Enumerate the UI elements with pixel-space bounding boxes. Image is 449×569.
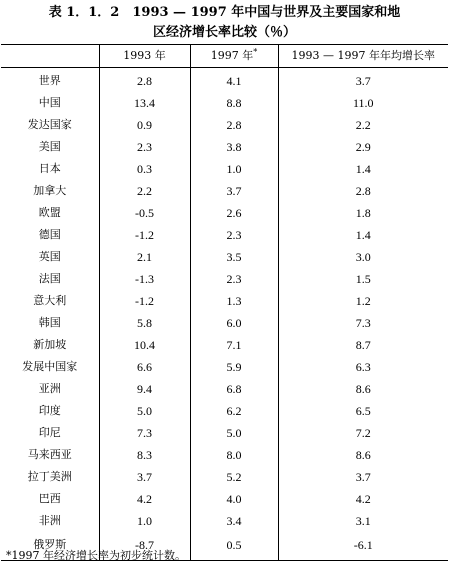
cell-average-growth: 8.6 <box>355 382 371 396</box>
cell-1997: 7.1 <box>190 334 278 356</box>
column-header-average-growth: 1993 — 1997 年年均增长率 <box>278 45 448 68</box>
cell-country: 加拿大 <box>1 180 99 202</box>
cell-1993: 4.2 <box>99 488 190 510</box>
cell-average-growth: 7.2 <box>355 426 371 440</box>
cell-country: 韩国 <box>1 312 99 334</box>
cell-1997: 5.0 <box>190 422 278 444</box>
cell-1993: 2.1 <box>99 246 190 268</box>
table-row <box>1 488 448 510</box>
table-row <box>1 290 448 312</box>
cell-1997: 5.2 <box>190 466 278 488</box>
cell-1993: 2.8 <box>99 68 190 93</box>
cell-1997: 2.3 <box>190 268 278 290</box>
cell-1993: -1.2 <box>99 290 190 312</box>
cell-1997: 8.8 <box>190 92 278 114</box>
table-row <box>1 246 448 268</box>
cell-average-growth: 1.5 <box>355 272 371 286</box>
cell-1993: 2.3 <box>99 136 190 158</box>
cell-country: 世界 <box>1 68 99 93</box>
cell-country: 法国 <box>1 268 99 290</box>
cell-average-growth: 8.6 <box>355 448 371 462</box>
cell-country: 英国 <box>1 246 99 268</box>
cell-average-growth: 3.0 <box>355 250 371 264</box>
cell-1997: 6.0 <box>190 312 278 334</box>
cell-country: 中国 <box>1 92 99 114</box>
column-header-country <box>1 45 99 68</box>
cell-1997: 3.4 <box>190 510 278 532</box>
table-row <box>1 466 448 488</box>
table-row <box>1 92 448 114</box>
cell-average-growth: 3.7 <box>355 470 371 484</box>
cell-1993: -1.2 <box>99 224 190 246</box>
table-header-row <box>1 45 448 68</box>
cell-average-growth: 7.3 <box>355 316 371 330</box>
cell-average-growth: 1.8 <box>355 206 371 220</box>
cell-1993: 10.4 <box>99 334 190 356</box>
cell-1997: 8.0 <box>190 444 278 466</box>
cell-average-growth: 11.0 <box>352 96 374 110</box>
cell-average-growth: 3.1 <box>355 514 371 528</box>
cell-average-growth: -6.1 <box>278 532 448 561</box>
column-header-1997 <box>190 45 278 68</box>
table-row <box>1 180 448 202</box>
table-row <box>1 312 448 334</box>
cell-1993: 7.3 <box>99 422 190 444</box>
cell-1993: 5.0 <box>99 400 190 422</box>
cell-country: 欧盟 <box>1 202 99 224</box>
cell-country: 俄罗斯 <box>1 532 99 561</box>
cell-1997: 3.5 <box>190 246 278 268</box>
table-row <box>1 378 448 400</box>
cell-1997: 3.7 <box>190 180 278 202</box>
cell-average-growth: 8.7 <box>355 338 371 352</box>
cell-1997: 4.0 <box>190 488 278 510</box>
cell-1993: -0.5 <box>99 202 190 224</box>
table-title-line-2: 区经济增长率比较（％） <box>152 25 296 40</box>
cell-1997: 3.8 <box>190 136 278 158</box>
cell-average-growth: 2.9 <box>355 140 371 154</box>
cell-1997: 2.6 <box>190 202 278 224</box>
cell-country: 发达国家 <box>1 114 99 136</box>
cell-1993: 5.8 <box>99 312 190 334</box>
table-row <box>1 114 448 136</box>
cell-1997: 0.5 <box>190 532 278 561</box>
cell-country: 亚洲 <box>1 378 99 400</box>
table-row <box>1 158 448 180</box>
table-row <box>1 268 448 290</box>
cell-country: 德国 <box>1 224 99 246</box>
cell-1993: -1.3 <box>99 268 190 290</box>
cell-1997: 6.2 <box>190 400 278 422</box>
cell-1993: 3.7 <box>99 466 190 488</box>
cell-1993: 6.6 <box>99 356 190 378</box>
cell-1993: 0.3 <box>99 158 190 180</box>
table-row <box>1 202 448 224</box>
cell-average-growth: 1.2 <box>355 294 371 308</box>
table-row <box>1 334 448 356</box>
table-row <box>1 444 448 466</box>
cell-country: 发展中国家 <box>1 356 99 378</box>
cell-1997: 6.8 <box>190 378 278 400</box>
cell-1993: -8.7 <box>99 532 190 561</box>
table-row <box>1 510 448 532</box>
cell-1993: 13.4 <box>99 92 190 114</box>
cell-1993: 1.0 <box>99 510 190 532</box>
cell-average-growth: 2.8 <box>355 184 371 198</box>
column-header-1997-label: 1997 年 <box>210 49 254 62</box>
cell-average-growth: 6.5 <box>355 404 371 418</box>
cell-1993: 0.9 <box>99 114 190 136</box>
cell-1997: 2.8 <box>190 114 278 136</box>
cell-1997: 1.0 <box>190 158 278 180</box>
cell-country: 马来西亚 <box>1 444 99 466</box>
table-row <box>1 400 448 422</box>
cell-1997: 1.3 <box>190 290 278 312</box>
table-row <box>1 224 448 246</box>
table-row <box>1 356 448 378</box>
cell-country: 印度 <box>1 400 99 422</box>
cell-country: 意大利 <box>1 290 99 312</box>
cell-average-growth: 1.4 <box>355 162 371 176</box>
cell-average-growth: 4.2 <box>355 492 371 506</box>
cell-1997: 2.3 <box>190 224 278 246</box>
cell-country: 印尼 <box>1 422 99 444</box>
table-row <box>1 136 448 158</box>
cell-country: 新加坡 <box>1 334 99 356</box>
cell-country: 拉丁美洲 <box>1 466 99 488</box>
table-row <box>1 68 448 93</box>
cell-average-growth: 2.2 <box>355 118 371 132</box>
cell-1993: 2.2 <box>99 180 190 202</box>
cell-country: 巴西 <box>1 488 99 510</box>
cell-country: 美国 <box>1 136 99 158</box>
cell-1993: 8.3 <box>99 444 190 466</box>
table-title-line-1: 表 1．1．2 1993 — 1997 年中国与世界及主要国家和地 <box>48 5 401 20</box>
column-header-1993: 1993 年 <box>99 45 190 68</box>
footnote: *1997 年经济增长率为初步统计数。 <box>6 549 186 562</box>
cell-1997: 5.9 <box>190 356 278 378</box>
cell-country: 非洲 <box>1 510 99 532</box>
table-row <box>1 422 448 444</box>
cell-average-growth: 1.4 <box>355 228 371 242</box>
footnote-mark: * <box>253 47 258 57</box>
cell-average-growth: 3.7 <box>355 74 371 88</box>
cell-1997: 4.1 <box>190 68 278 93</box>
cell-1993: 9.4 <box>99 378 190 400</box>
cell-country: 日本 <box>1 158 99 180</box>
growth-rate-table <box>1 44 448 561</box>
cell-average-growth: 6.3 <box>355 360 371 374</box>
table-body <box>1 68 448 561</box>
